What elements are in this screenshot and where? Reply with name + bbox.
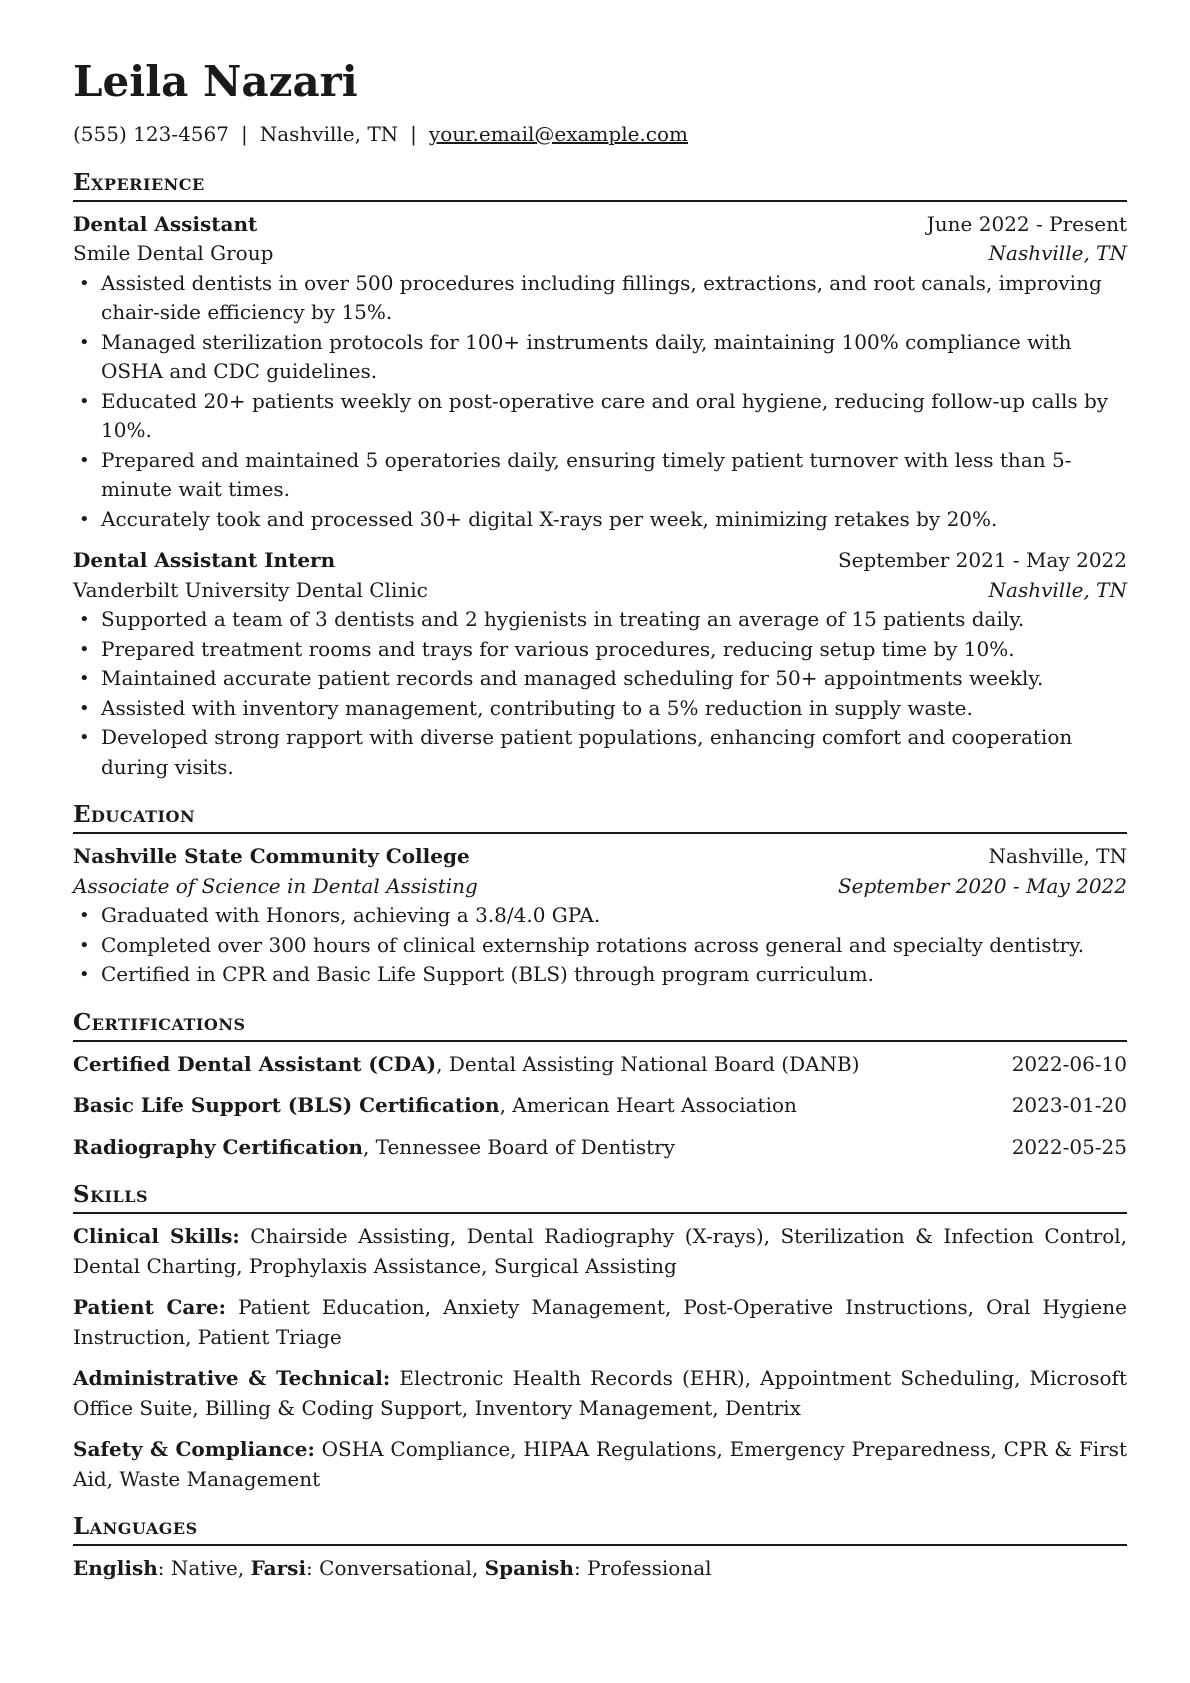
job-company: Smile Dental Group — [73, 241, 274, 265]
skill-label: Safety & Compliance: — [73, 1437, 315, 1461]
bullet-item: • Maintained accurate patient records and managed scheduling for 50+ appointments weekly. — [73, 664, 1127, 694]
job-location: Nashville, TN — [988, 241, 1127, 265]
bullet-item: • Managed sterilization protocols for 100+ instruments daily, maintaining 100% compliance with OSHA and CDC guidelines. — [73, 328, 1127, 387]
skill-list: Electronic Health Records (EHR), Appointment Scheduling, Microsoft Office Suite, Billing & Coding Support, Inventory Management, Dentrix — [73, 1366, 1127, 1420]
language-name: Spanish — [484, 1556, 574, 1580]
certification-row — [73, 1091, 1127, 1121]
language-level: : Native, — [157, 1556, 251, 1580]
language-name: English — [73, 1556, 158, 1580]
section-title-experience: Experience — [73, 168, 1127, 202]
certification-issuer: , Dental Assisting National Board (DANB) — [436, 1051, 860, 1076]
skill-group — [73, 1222, 1127, 1281]
phone: (555) 123-4567 — [73, 122, 229, 146]
contact-line — [73, 120, 1127, 150]
email-link[interactable]: your.email@example.com — [428, 122, 688, 146]
bullet-item: • Assisted dentists in over 500 procedures including fillings, extractions, and root canals, improving chair-side efficiency by 15%. — [73, 269, 1127, 328]
education-bullets — [73, 901, 1127, 990]
skill-list: Patient Education, Anxiety Management, Post-Operative Instructions, Oral Hygiene Instruction, Patient Triage — [73, 1295, 1127, 1349]
separator: | — [410, 122, 417, 146]
job-location: Nashville, TN — [988, 577, 1127, 602]
experience-section — [73, 168, 1127, 783]
language-level: : Professional — [573, 1556, 712, 1580]
bullet-item: • Supported a team of 3 dentists and 2 hygienists in treating an average of 15 patients daily. — [73, 605, 1127, 635]
certification-name: Radiography Certification — [73, 1134, 363, 1159]
certification-date: 2023-01-20 — [1011, 1093, 1127, 1117]
degree: Associate of Science in Dental Assisting — [73, 873, 478, 898]
bullet-item: • Prepared and maintained 5 operatories daily, ensuring timely patient turnover with less than 5-minute wait times. — [73, 446, 1127, 505]
bullet-item: • Graduated with Honors, achieving a 3.8/4.0 GPA. — [73, 901, 1127, 931]
skill-group — [73, 1364, 1127, 1423]
language-name: Farsi — [250, 1556, 307, 1580]
education-dates: September 2020 - May 2022 — [837, 873, 1127, 898]
skill-list: OSHA Compliance, HIPAA Regulations, Emergency Preparedness, CPR & First Aid, Waste Management — [73, 1437, 1127, 1491]
bullet-item: • Educated 20+ patients weekly on post-operative care and oral hygiene, reducing follow-up calls by 10%. — [73, 387, 1127, 446]
skill-label: Administrative & Technical: — [73, 1366, 391, 1390]
education-section — [73, 800, 1127, 990]
school-location: Nashville, TN — [988, 844, 1127, 868]
bullet-item: • Developed strong rapport with diverse patient populations, enhancing comfort and cooperation during visits. — [73, 723, 1127, 782]
skill-label: Patient Care: — [73, 1295, 227, 1319]
certification-name: Basic Life Support (BLS) Certification — [73, 1093, 500, 1117]
bullet-item: • Assisted with inventory management, contributing to a 5% reduction in supply waste. — [73, 694, 1127, 724]
job-entry — [73, 210, 1127, 535]
bullet-item: • Certified in CPR and Basic Life Support (BLS) through program curriculum. — [73, 960, 1127, 990]
separator: | — [240, 122, 248, 146]
job-dates: September 2021 - May 2022 — [837, 548, 1127, 572]
candidate-name: Leila Nazari — [73, 57, 358, 106]
certification-date: 2022-06-10 — [1011, 1051, 1127, 1076]
languages-section — [73, 1512, 1127, 1584]
section-title-skills: Skills — [73, 1180, 1127, 1214]
bullet-item: • Completed over 300 hours of clinical externship rotations across general and specialty dentistry. — [73, 931, 1127, 961]
location: Nashville, TN — [259, 122, 399, 146]
certification-row — [73, 1050, 1127, 1080]
job-bullets — [73, 605, 1127, 782]
certification-issuer: , Tennessee Board of Dentistry — [362, 1134, 675, 1159]
job-dates: June 2022 - Present — [926, 211, 1127, 236]
skill-group — [73, 1293, 1127, 1352]
section-title-languages: Languages — [73, 1512, 1127, 1546]
skill-list: Chairside Assisting, Dental Radiography (X-rays), Sterilization & Infection Control, Dental Charting, Prophylaxis Assistance, Surgical Assisting — [73, 1224, 1128, 1278]
job-role: Dental Assistant — [73, 211, 258, 236]
skill-group — [73, 1435, 1127, 1494]
certification-name: Certified Dental Assistant (CDA) — [73, 1051, 437, 1076]
job-company: Vanderbilt University Dental Clinic — [73, 577, 428, 602]
language-level: : Conversational, — [306, 1556, 485, 1580]
certification-issuer: , American Heart Association — [499, 1093, 797, 1117]
certification-date: 2022-05-25 — [1011, 1134, 1127, 1159]
certifications-section — [73, 1008, 1127, 1163]
section-title-certifications: Certifications — [73, 1008, 1127, 1042]
languages-line — [73, 1554, 1127, 1584]
bullet-item: • Prepared treatment rooms and trays for various procedures, reducing setup time by 10%. — [73, 635, 1127, 665]
bullet-item: • Accurately took and processed 30+ digital X-rays per week, minimizing retakes by 20%. — [73, 505, 1127, 535]
skills-section — [73, 1180, 1127, 1494]
job-bullets — [73, 269, 1127, 535]
skill-label: Clinical Skills: — [73, 1224, 240, 1248]
resume-page — [73, 56, 1127, 1602]
certification-row — [73, 1133, 1127, 1163]
section-title-education: Education — [73, 800, 1127, 834]
school-name: Nashville State Community College — [73, 844, 470, 868]
job-role: Dental Assistant Intern — [73, 548, 336, 572]
job-entry — [73, 546, 1127, 782]
